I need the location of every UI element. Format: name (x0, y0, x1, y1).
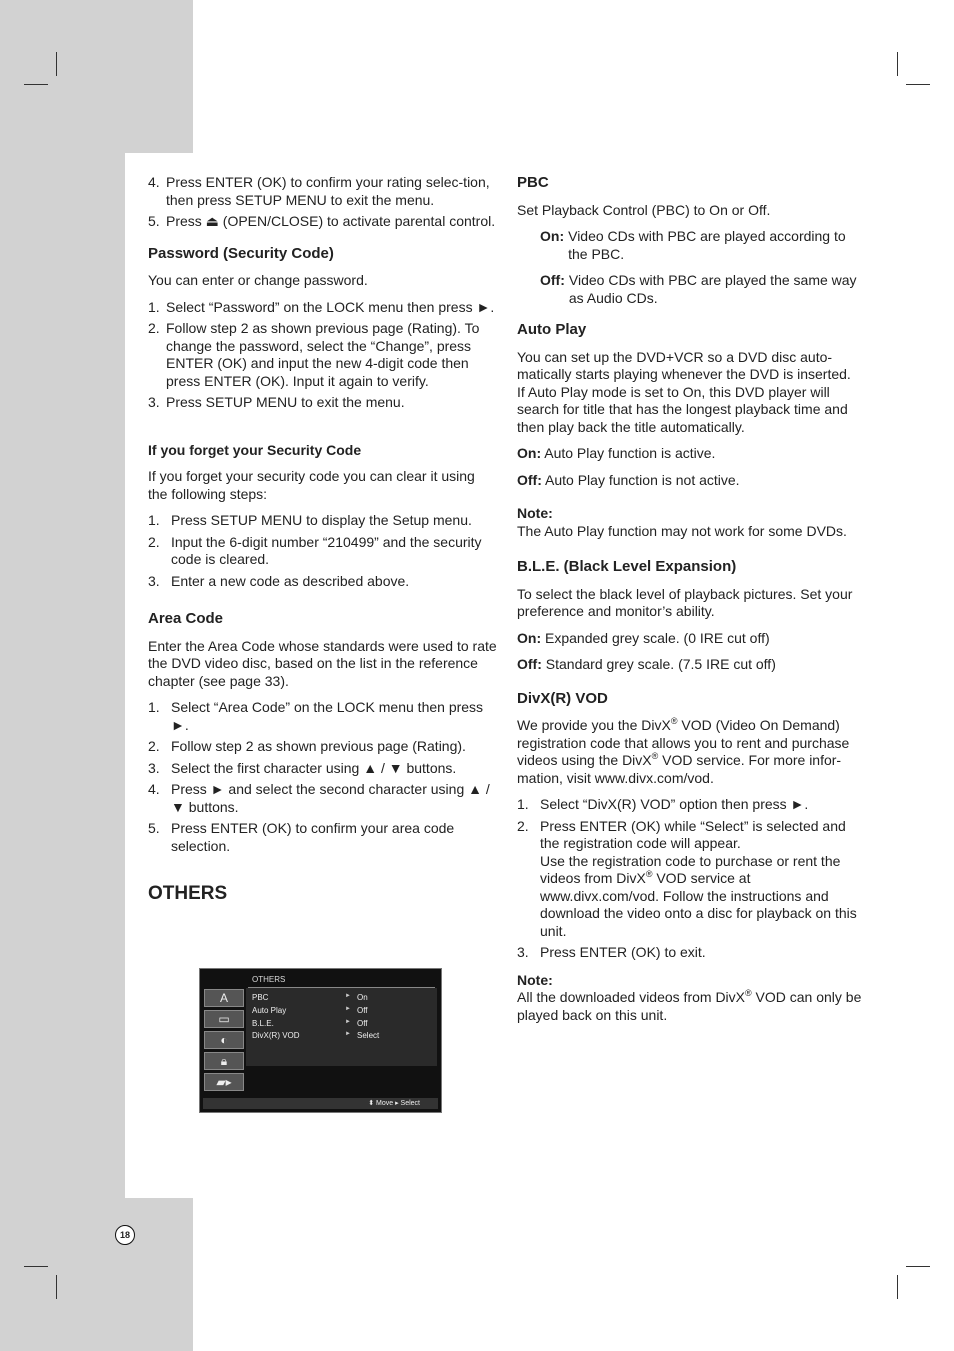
list-item: 4. Press ENTER (OK) to confirm your rating selec-tion, then press SETUP MENU to exit the menu. (148, 174, 490, 208)
list-item: 3. Press ENTER (OK) to exit. (517, 944, 706, 960)
forget-steps (148, 512, 498, 590)
forget-heading: If you forget your Security Code (148, 441, 362, 458)
list-item: 3. Enter a new code as described above. (148, 572, 410, 589)
arrow-icon: ► (345, 1031, 351, 1037)
crop-mark (24, 84, 48, 85)
list-item: 5. Press ⏏ (OPEN/CLOSE) to activate parental control. (148, 213, 496, 229)
crop-mark (906, 1266, 930, 1267)
password-steps (148, 299, 498, 412)
menu-option-pbc: PBC (252, 993, 269, 1002)
auto-play-note-label: Note: (517, 505, 553, 521)
list-item: 4. Press ► and select the second character using ▲ / ▼ buttons. (148, 781, 490, 815)
others-icon: ▰▸ (204, 1073, 244, 1091)
list-item: 1. Select “Area Code” on the LOCK menu then press ►. (148, 699, 484, 733)
crop-mark (906, 84, 930, 85)
pbc-off-definition: Off: Video CDs with PBC are played the same way as Audio CDs. (540, 272, 857, 306)
menu-option-auto-play: Auto Play (252, 1006, 287, 1015)
auto-play-paragraph: If Auto Play mode is set to On, this DVD player will search for title that has the longest playback time and then play back the title automatically. (517, 383, 848, 435)
list-item: 1. Press SETUP MENU to display the Setup menu. (148, 512, 472, 528)
arrow-icon: ► (345, 1019, 351, 1025)
list-item: 2. Input the 6-digit number “210499” and the security code is cleared. (148, 533, 482, 567)
lock-icon: 🔒︎ (204, 1052, 244, 1070)
auto-play-on: On: Auto Play function is active. (517, 445, 716, 461)
ble-on: On: Expanded grey scale. (0 IRE cut off) (517, 629, 770, 646)
list-item: 5. Press ENTER (OK) to confirm your area code selection. (148, 820, 455, 854)
divx-steps (517, 796, 867, 962)
ble-intro: To select the black level of playback pictures. Set your preference and monitor’s ability. (517, 585, 853, 619)
ble-off: Off: Standard grey scale. (7.5 IRE cut off) (517, 656, 776, 672)
crop-mark (56, 52, 57, 76)
area-code-steps (148, 699, 498, 855)
intro-steps (148, 174, 498, 231)
arrow-icon: ► (345, 1006, 351, 1012)
password-heading: Password (Security Code) (148, 244, 334, 262)
list-item: 1. Select “DivX(R) VOD” option then press ►. (517, 796, 809, 812)
crop-mark (56, 1275, 57, 1299)
arrow-icon: ► (345, 993, 351, 999)
menu-value-auto-play: Off (357, 1006, 368, 1015)
menu-value-ble: Off (357, 1019, 368, 1028)
ble-heading: B.L.E. (Black Level Expansion) (517, 558, 737, 575)
page-number: 18 (115, 1225, 135, 1245)
divx-note: All the downloaded videos from DivX® VOD can only be played back on this unit. (517, 988, 862, 1023)
auto-play-paragraph: You can set up the DVD+VCR so a DVD disc auto-matically starts playing whenever the DVD is inserted. (517, 348, 851, 382)
divx-heading: DivX(R) VOD (517, 689, 608, 707)
menu-value-divx-vod: Select (357, 1031, 380, 1040)
password-intro: You can enter or change password. (148, 272, 368, 288)
forget-intro: If you forget your security code you can clear it using the following steps: (148, 468, 475, 502)
list-item: 2. Follow step 2 as shown previous page (Rating). To change the password, select the “Change”, press ENTER (OK) and input the new 4-digit code then press ENTER (OK). Input it again to verify. (148, 320, 480, 389)
others-menu-screenshot (199, 968, 442, 1113)
pbc-on-definition: On: Video CDs with PBC are played according to the PBC. (540, 228, 846, 262)
area-code-heading: Area Code (148, 610, 224, 627)
audio-icon: ◐ (204, 1031, 244, 1049)
pbc-intro: Set Playback Control (PBC) to On or Off. (517, 201, 771, 218)
menu-options-panel (246, 988, 437, 1066)
crop-mark (897, 1275, 898, 1299)
others-heading: OTHERS (148, 883, 228, 904)
list-item: 1. Select “Password” on the LOCK menu then press ►. (148, 298, 495, 315)
area-code-intro: Enter the Area Code whose standards were used to rate the DVD video disc, based on the list in the reference chapter (see page 33). (148, 637, 497, 689)
menu-option-ble: B.L.E. (252, 1019, 274, 1028)
auto-play-heading: Auto Play (517, 321, 587, 338)
divx-intro: We provide you the DivX® VOD (Video On Demand) registration code that allows you to rent and purchase videos using the DivX® VOD service. For more infor-mation, visit www.divx.com/vod. (517, 716, 850, 786)
menu-value-pbc: On (357, 993, 368, 1002)
menu-option-divx-vod: DivX(R) VOD (252, 1031, 300, 1040)
menu-footer-hint: ⬍ Move ▸ Select (203, 1098, 438, 1109)
list-item: 3. Press SETUP MENU to exit the menu. (148, 394, 405, 410)
list-item: 3. Select the first character using ▲ / ▼ buttons. (148, 759, 457, 776)
list-item: 2. Press ENTER (OK) while “Select” is selected and the registration code will appear. Use the registration code to purchase or rent the videos from DivX® VOD service at www.divx.com/vod. Follow the instructions and download the video onto a disc for playback on this unit. (517, 817, 857, 939)
left-column (148, 174, 498, 921)
crop-mark (897, 52, 898, 76)
list-item: 2. Follow step 2 as shown previous page (Rating). (148, 738, 466, 754)
pbc-heading: PBC (517, 174, 549, 191)
crop-mark (24, 1266, 48, 1267)
divx-note-label: Note: (517, 971, 553, 988)
menu-title: OTHERS (252, 975, 286, 984)
auto-play-note: The Auto Play function may not work for some DVDs. (517, 522, 847, 539)
auto-play-off: Off: Auto Play function is not active. (517, 471, 740, 488)
right-column (517, 174, 867, 1033)
display-icon: ▭ (204, 1010, 244, 1028)
language-icon: A (204, 989, 244, 1007)
